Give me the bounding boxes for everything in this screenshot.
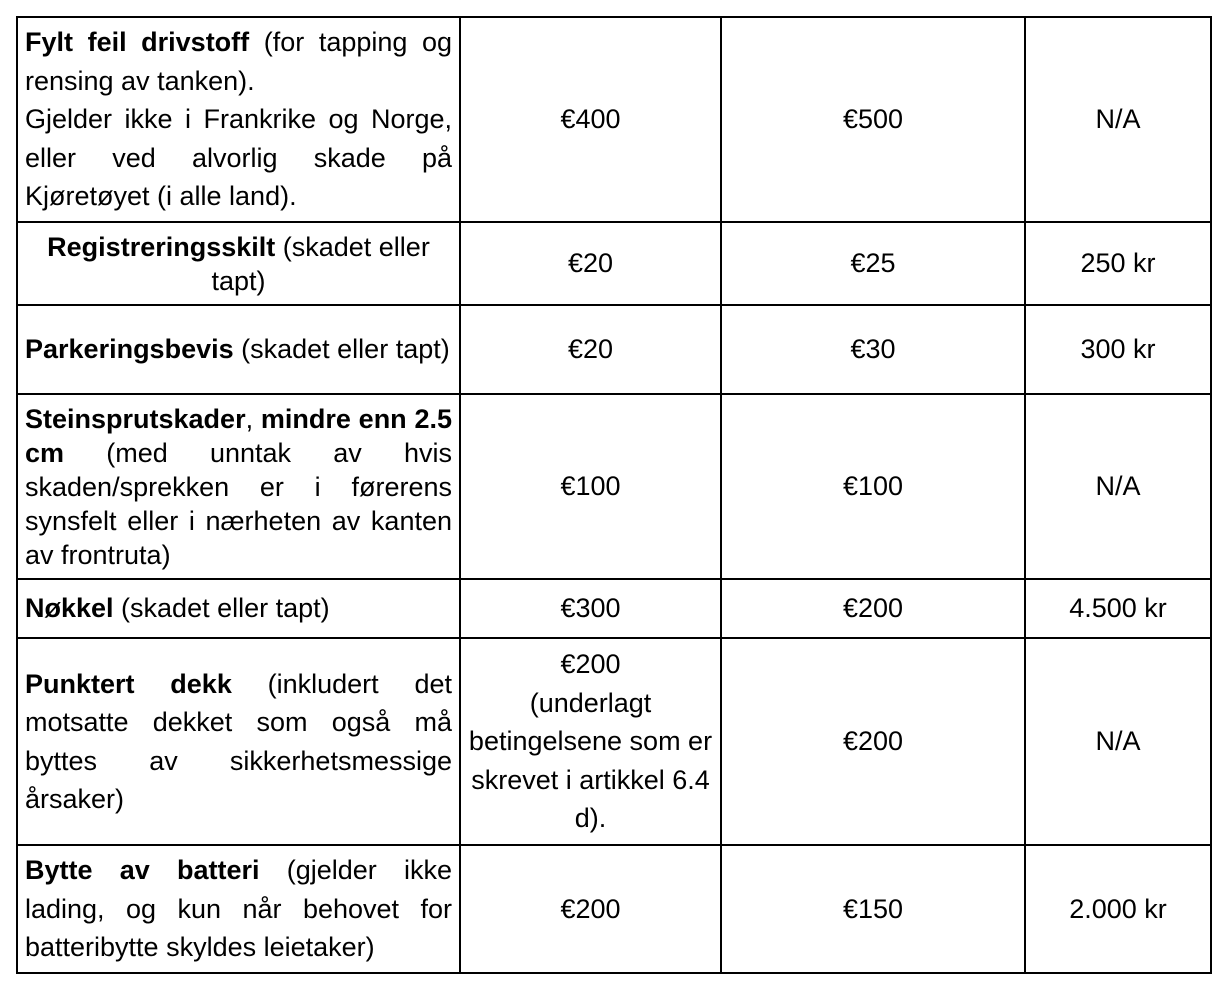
fee-col-2: €25 (721, 222, 1025, 305)
item-detail: (inkludert det motsatte dekket som også må byttes av sikkerhetsmessige årsaker) (25, 668, 452, 814)
item-separator: , (245, 403, 261, 434)
fee-col-1 (460, 638, 721, 845)
fee-col-2: €150 (721, 845, 1025, 973)
fee-col-1: €200 (460, 845, 721, 973)
row-description (17, 579, 460, 638)
fee-col-3: 4.500 kr (1025, 579, 1211, 638)
fee-col-3: N/A (1025, 638, 1211, 845)
row-description (17, 845, 460, 973)
item-detail: (skadet eller tapt) (233, 334, 450, 365)
item-name: Steinsprutskader (25, 403, 246, 434)
fee-col-2: €30 (721, 305, 1025, 394)
item-detail: (gjelder ikke lading, og kun når behovet for batteribytte skyldes leietaker) (25, 855, 452, 963)
fee-table (16, 16, 1212, 974)
table-row (17, 17, 1211, 222)
item-qualifier: mindre enn 2.5 cm (25, 403, 452, 468)
table-row (17, 222, 1211, 305)
fee-col-3: 300 kr (1025, 305, 1211, 394)
fee-col-1: €300 (460, 579, 721, 638)
row-description (17, 305, 460, 394)
table-row (17, 845, 1211, 973)
item-name: Bytte av batteri (25, 855, 260, 886)
table-row (17, 638, 1211, 845)
item-detail: (for tapping og rensing av tanken). (25, 27, 453, 96)
table-row (17, 394, 1211, 579)
row-description (17, 222, 460, 305)
fee-col-2: €200 (721, 638, 1025, 845)
fee-col-3: 2.000 kr (1025, 845, 1211, 973)
row-description (17, 638, 460, 845)
fee-col-2: €200 (721, 579, 1025, 638)
item-detail: (skadet eller tapt) (211, 231, 430, 296)
fee-col-2: €100 (721, 394, 1025, 579)
item-name: Fylt feil drivstoff (25, 27, 250, 58)
fee-col-1: €20 (460, 305, 721, 394)
table-row (17, 579, 1211, 638)
item-name: Registreringsskilt (47, 231, 276, 262)
item-name: Punktert dekk (25, 668, 232, 699)
row-description (17, 17, 460, 222)
item-name: Nøkkel (25, 593, 114, 624)
fee-col-3: N/A (1025, 394, 1211, 579)
item-detail: (skadet eller tapt) (113, 593, 330, 624)
item-detail: (med unntak av hvis skaden/sprekken er i førerens synsfelt eller i nærheten av kanten av frontruta) (25, 437, 452, 570)
fee-condition-note: (underlagt betingelsene som er skrevet i artikkel 6.4 d). (468, 687, 713, 834)
fee-col-2: €500 (721, 17, 1025, 222)
item-note: Gjelder ikke i Frankrike og Norge, eller ved alvorlig skade på Kjøretøyet (i alle land). (25, 104, 452, 212)
fee-col-3: 250 kr (1025, 222, 1211, 305)
fee-col-1: €20 (460, 222, 721, 305)
table-row (17, 305, 1211, 394)
fee-value: €200 (560, 649, 621, 680)
item-name: Parkeringsbevis (25, 334, 234, 365)
row-description (17, 394, 460, 579)
fee-col-1: €400 (460, 17, 721, 222)
fee-col-1: €100 (460, 394, 721, 579)
fee-col-3: N/A (1025, 17, 1211, 222)
